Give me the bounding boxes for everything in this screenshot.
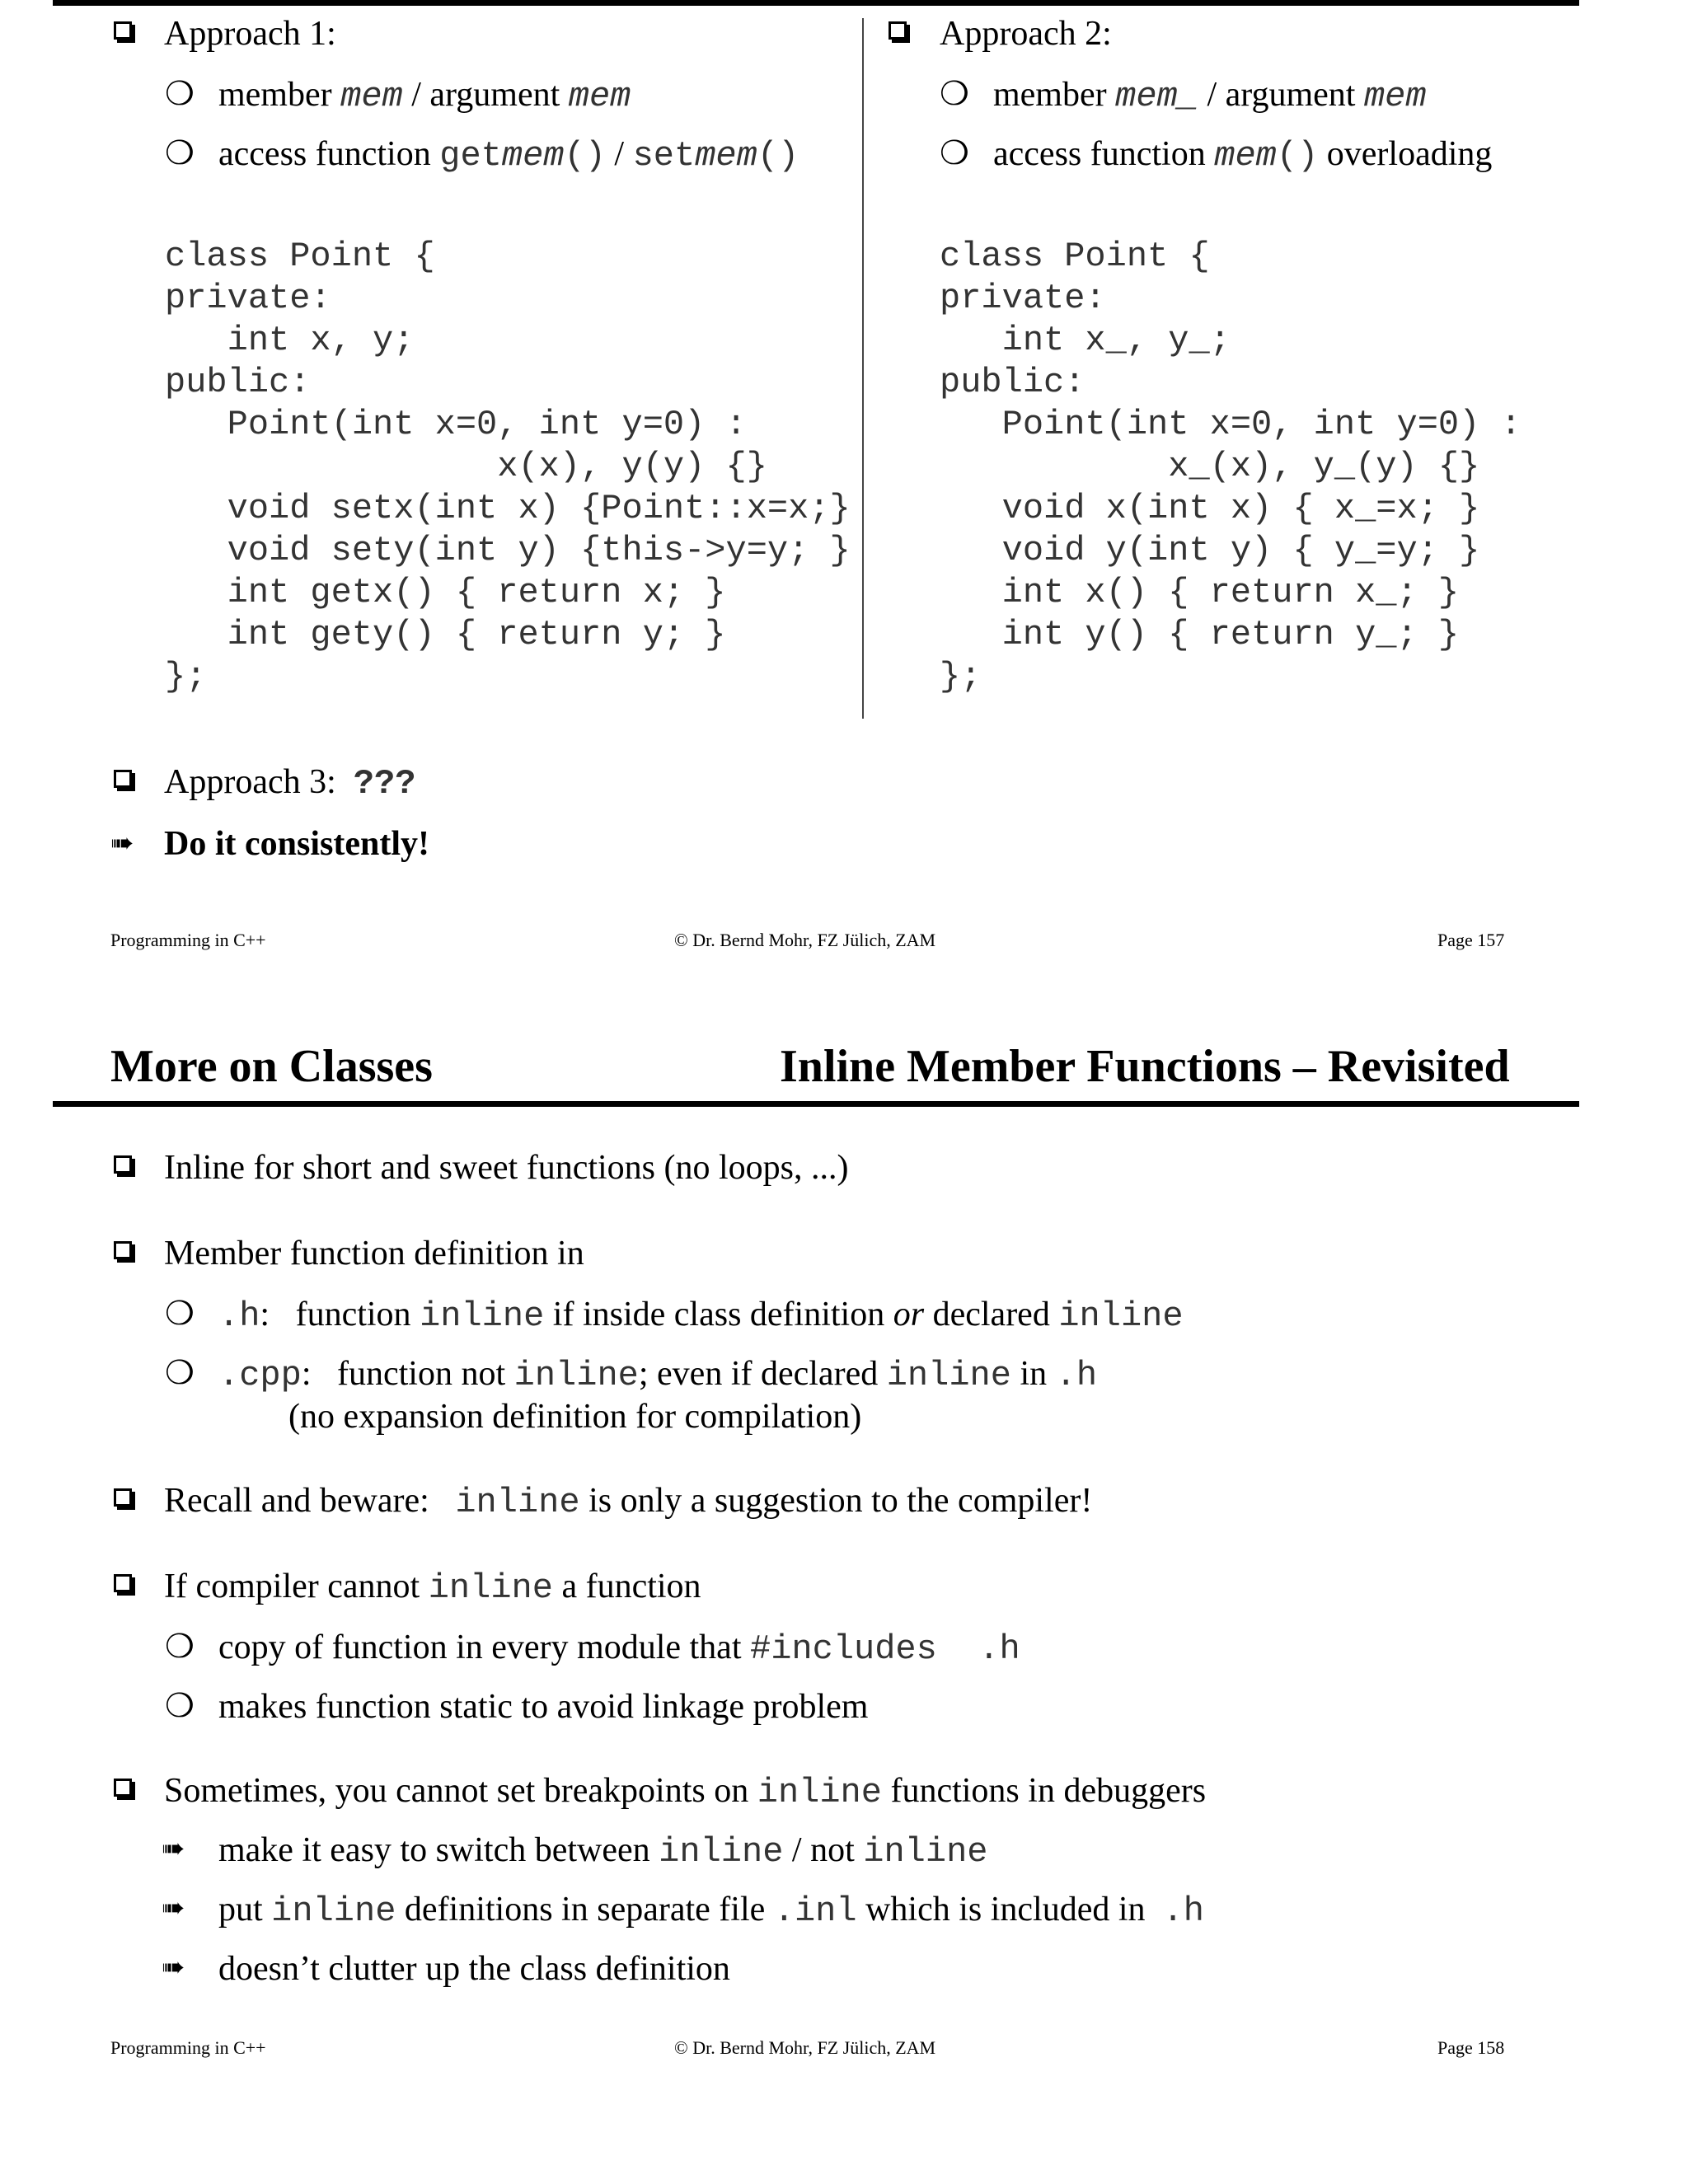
approach2-item-access: access function mem() overloading [993,135,1493,176]
footer-left: Programming in C++ [110,930,266,950]
square-bullet-icon [114,1574,132,1592]
circle-bullet-icon: ❍ [165,1628,195,1666]
arrow-bullet-icon: ➠ [110,827,134,860]
approach1-title: Approach 1: [164,15,336,53]
square-bullet-icon [114,1779,132,1797]
bullet-breakpoints: Sometimes, you cannot set breakpoints on inline functions in debuggers [164,1772,1207,1812]
approach1-item-access: access function getmem() / setmem() [218,135,799,176]
sub-bullet-clutter: doesn’t clutter up the class definition [218,1950,730,1988]
sub-bullet-cpp-note: (no expansion definition for compilation) [288,1398,862,1436]
circle-bullet-icon: ❍ [165,134,195,172]
footer-page-number: Page 157 [1437,930,1505,950]
sub-bullet-static: makes function static to avoid linkage problem [218,1688,869,1726]
circle-bullet-icon: ❍ [165,1354,195,1392]
square-bullet-icon [114,1488,132,1507]
column-divider [862,18,864,719]
bullet-recall-beware: Recall and beware: inline is only a suggestion to the compiler! [164,1482,1093,1522]
square-bullet-icon [114,1155,132,1174]
approach2-code: class Point { private: int x_, y_; public: Point(int x=0, int y=0) : x_(x), y_(y) {} void x(int x) { x_=x; } void y(int y) { y_=y; } int x() { return x_; } int y() { return y_; } }; [940,237,1522,696]
heading-rule [53,1101,1579,1107]
circle-bullet-icon: ❍ [940,134,969,172]
approach2-title: Approach 2: [940,15,1112,53]
circle-bullet-icon: ❍ [165,1295,195,1333]
arrow-bullet-icon: ➠ [162,1951,185,1984]
bullet-cannot-inline: If compiler cannot inline a function [164,1568,701,1608]
sub-bullet-copy-of-function: copy of function in every module that #includes .h [218,1629,1020,1669]
circle-bullet-icon: ❍ [165,75,195,113]
approach1-code: class Point { private: int x, y; public: Point(int x=0, int y=0) : x(x), y(y) {} void setx(int x) {Point::x=x;} void sety(int y) {this->y=y; } int getx() { return x; } int gety() { return y; } }; [165,237,851,696]
arrow-bullet-icon: ➠ [162,1891,185,1924]
conclusion-text: Do it consistently! [164,825,429,863]
sub-bullet-h-file: .h: function inline if inside class definition or declared inline [218,1296,1184,1336]
footer-center: © Dr. Bernd Mohr, FZ Jülich, ZAM [674,2037,936,2058]
square-bullet-icon [114,770,132,788]
circle-bullet-icon: ❍ [165,1687,195,1725]
square-bullet-icon [114,21,132,40]
footer-left: Programming in C++ [110,2037,266,2058]
slide-title: Inline Member Functions – Revisited [780,1041,1510,1092]
approach2-item-member: member mem_ / argument mem [993,76,1427,116]
sub-bullet-switch: make it easy to switch between inline / not inline [218,1831,988,1872]
footer-page-number: Page 158 [1437,2037,1505,2058]
arrow-bullet-icon: ➠ [162,1832,185,1865]
section-heading: More on Classes [110,1041,433,1092]
square-bullet-icon [889,21,907,40]
footer-center: © Dr. Bernd Mohr, FZ Jülich, ZAM [674,930,936,950]
bullet-inline-short: Inline for short and sweet functions (no loops, ...) [164,1149,849,1187]
circle-bullet-icon: ❍ [940,75,969,113]
top-rule [53,0,1579,6]
approach3-line: Approach 3: ??? [164,763,416,804]
approach1-item-member: member mem / argument mem [218,76,631,116]
sub-bullet-separate-file: put inline definitions in separate file .inl which is included in .h [218,1891,1204,1931]
bullet-member-definition: Member function definition in [164,1235,584,1272]
sub-bullet-cpp-file: .cpp: function not inline; even if declared inline in .h [218,1355,1098,1395]
square-bullet-icon [114,1241,132,1259]
